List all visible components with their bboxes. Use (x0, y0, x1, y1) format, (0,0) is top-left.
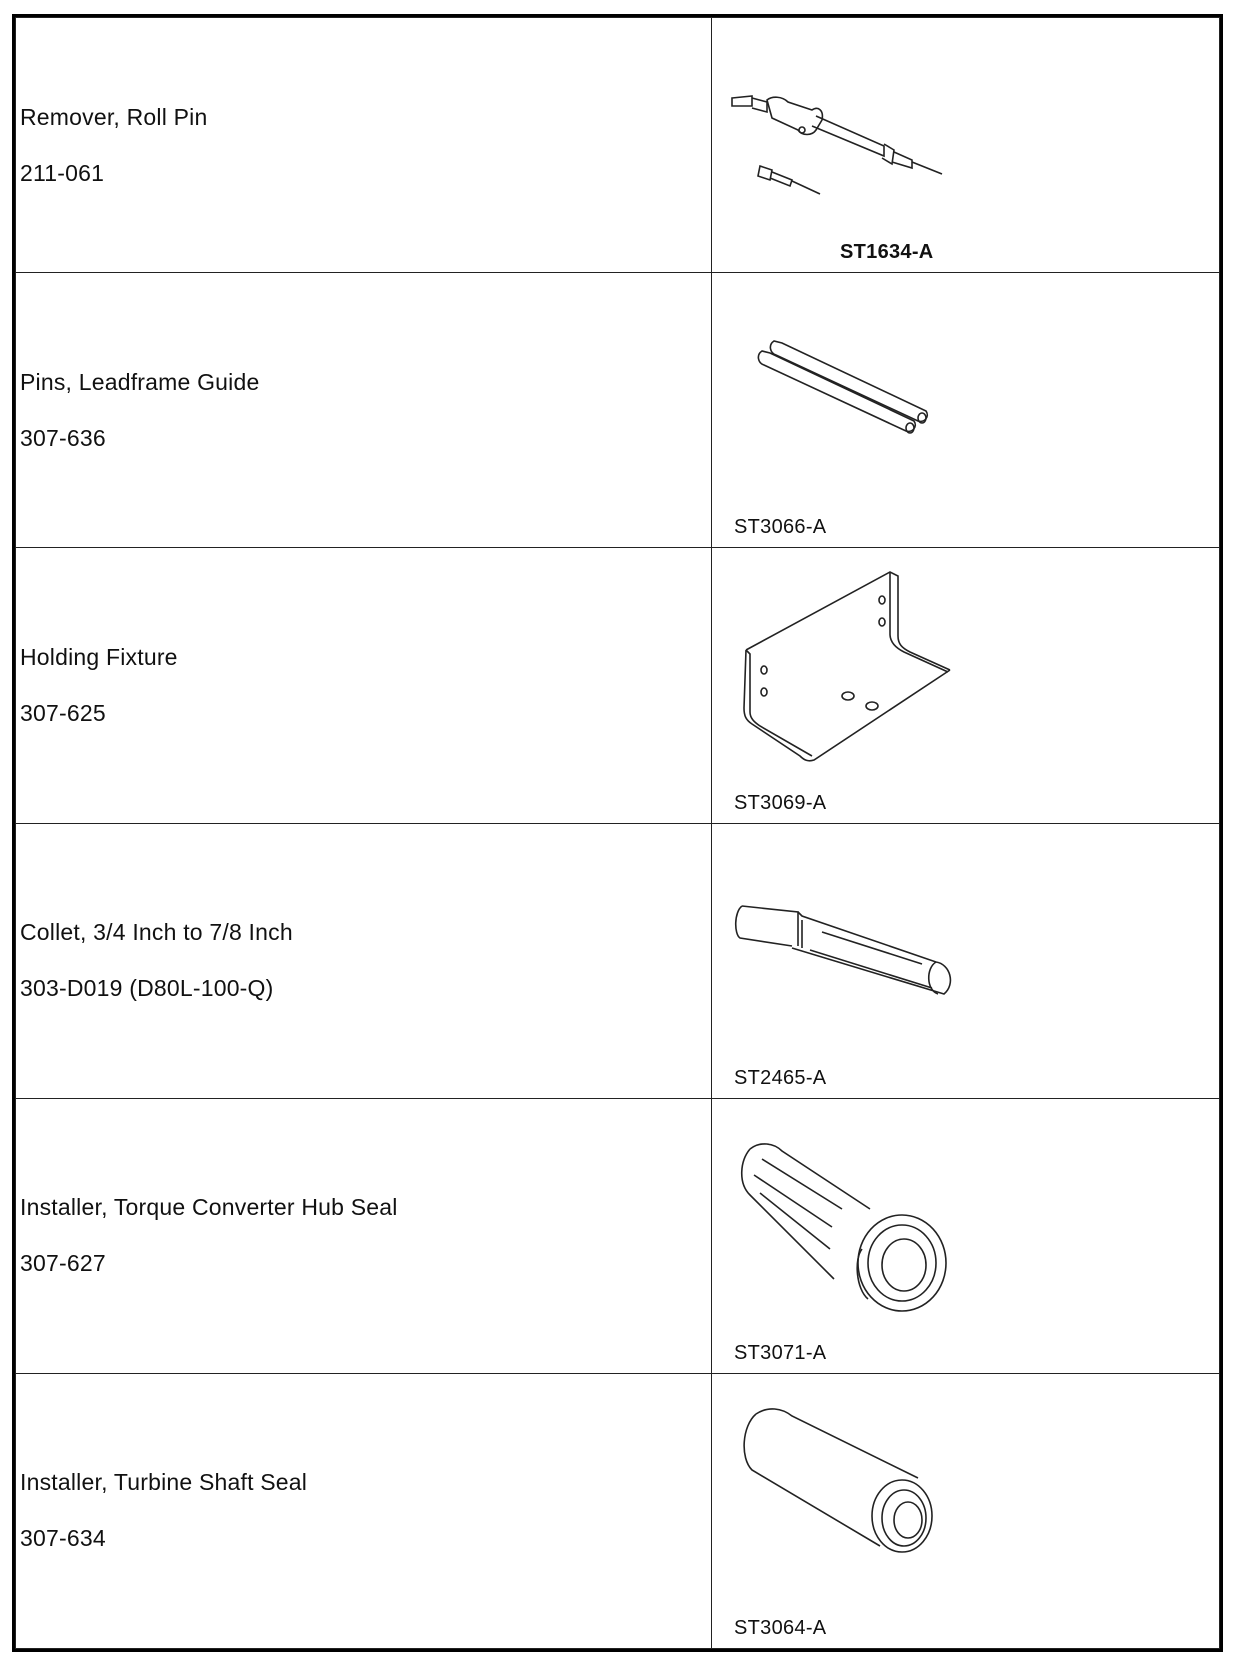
tool-name: Installer, Torque Converter Hub Seal (20, 1194, 398, 1221)
tool-number: 307-627 (20, 1250, 106, 1277)
table-row (16, 1373, 1220, 1648)
illustration-code: ST3066-A (734, 516, 827, 539)
illustration-code: ST1634-A (840, 241, 934, 264)
illustration-code: ST3064-A (734, 1617, 827, 1639)
tool-name: Remover, Roll Pin (20, 103, 208, 130)
turbine-seal-installer-icon (712, 1374, 1232, 1634)
illustration-code: ST2465-A (734, 1066, 827, 1089)
table-row (16, 273, 1220, 548)
tool-number: 307-634 (20, 1525, 106, 1552)
tool-name: Pins, Leadframe Guide (20, 368, 260, 395)
illustration-code: ST3069-A (734, 791, 827, 814)
special-tools-table (12, 14, 1223, 1652)
roll-pin-remover-icon (712, 18, 1232, 258)
tool-illustration-cell (712, 1373, 1220, 1648)
collet-icon (712, 824, 1232, 1084)
illustration-code: ST3071-A (734, 1341, 827, 1364)
tool-illustration-cell (712, 548, 1220, 823)
tool-name: Installer, Turbine Shaft Seal (20, 1469, 308, 1496)
tool-name: Collet, 3/4 Inch to 7/8 Inch (20, 919, 293, 946)
tool-description-cell (16, 273, 712, 548)
tool-number: 307-636 (20, 424, 106, 451)
tool-illustration-cell (712, 273, 1220, 548)
tool-illustration-cell (712, 18, 1220, 273)
tool-description-cell (16, 1098, 712, 1373)
tool-description-cell (16, 18, 712, 273)
tool-name: Holding Fixture (20, 643, 178, 670)
tool-illustration-cell (712, 1098, 1220, 1373)
table-row (16, 823, 1220, 1098)
table-row (16, 1098, 1220, 1373)
guide-pins-icon (712, 273, 1232, 533)
table-row (16, 18, 1220, 273)
holding-fixture-icon (712, 548, 1232, 808)
hub-seal-installer-icon (712, 1099, 1232, 1359)
tool-number: 211-061 (20, 159, 105, 186)
tool-description-cell (16, 1373, 712, 1648)
tool-number: 307-625 (20, 699, 106, 726)
tool-description-cell (16, 548, 712, 823)
tool-description-cell (16, 823, 712, 1098)
tool-number: 303-D019 (D80L-100-Q) (20, 975, 274, 1002)
tool-illustration-cell (712, 823, 1220, 1098)
table-row (16, 548, 1220, 823)
